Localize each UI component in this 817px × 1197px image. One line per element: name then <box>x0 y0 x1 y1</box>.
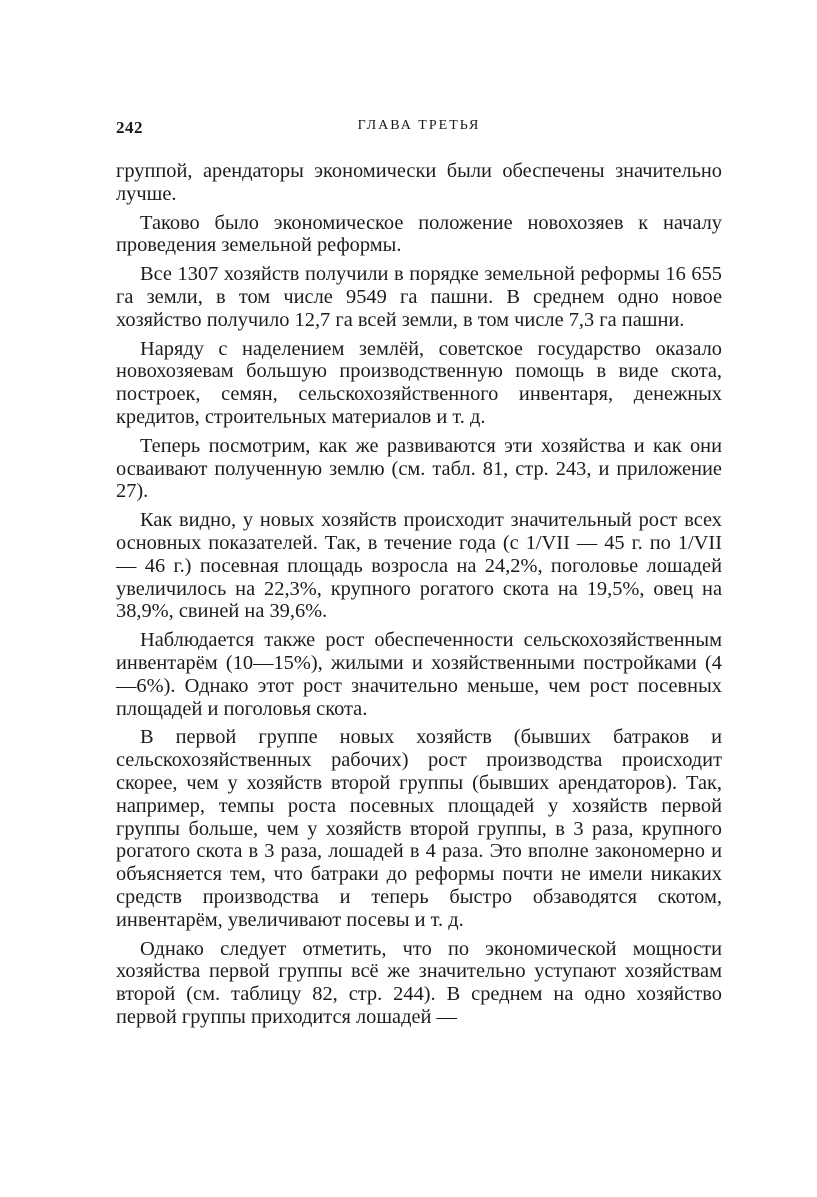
paragraph: Наблюдается также рост обеспеченности сельскохозяйственным инвентарём (10—15%), жилыми и хозяйственными постройками (4—6%). Однако этот рост значительно меньше, чем рост посевных площадей и поголовья скота. <box>116 629 722 720</box>
running-head <box>116 118 722 140</box>
paragraph: Таково было экономическое положение новохозяев к началу проведения земельной реформы. <box>116 211 722 257</box>
paragraph: Однако следует отметить, что по экономической мощности хозяйства первой группы всё же значительно уступают хозяйствам второй (см. таблицу 82, стр. 244). В среднем на одно хозяйство первой группы приходится лошадей — <box>116 937 722 1028</box>
chapter-title: ГЛАВА ТРЕТЬЯ <box>357 118 481 133</box>
page-number: 242 <box>116 118 143 137</box>
paragraph: Все 1307 хозяйств получили в порядке земельной реформы 16 655 га земли, в том числе 9549 га пашни. В среднем одно новое хозяйство получило 12,7 га всей земли, в том числе 7,3 га пашни. <box>116 263 722 331</box>
paragraph: В первой группе новых хозяйств (бывших батраков и сельскохозяйственных рабочих) рост производства происходит скорее, чем у хозяйств второй группы (бывших арендаторов). Так, например, темпы роста посевных площадей у хозяйств первой группы больше, чем у хозяйств второй группы, в 3 раза, крупного рогатого скота в 3 раза, лошадей в 4 раза. Это вполне закономерно и объясняется тем, что батраки до реформы почти не имели никаких средств производства и теперь быстро обзаводятся скотом, инвентарём, увеличивают посевы и т. д. <box>116 726 722 931</box>
paragraph: Как видно, у новых хозяйств происходит значительный рост всех основных показателей. Так, в течение года (с 1/VII — 45 г. по 1/VII — 46 г.) посевная площадь возросла на 24,2%, поголовье лошадей увеличилось на 22,3%, крупного рогатого скота на 19,5%, овец на 38,9%, свиней на 39,6%. <box>116 509 722 623</box>
paragraph: Теперь посмотрим, как же развиваются эти хозяйства и как они осваивают полученную землю (см. табл. 81, стр. 243, и приложение 27). <box>116 434 722 503</box>
body-text <box>116 160 722 1035</box>
paragraph: Наряду с наделением землёй, советское государство оказало новохозяевам большую производственную помощь в виде скота, построек, семян, сельскохозяйственного инвентаря, денежных кредитов, строительных материалов и т. д. <box>116 337 722 428</box>
paragraph: группой, арендаторы экономически были обеспечены значительно лучше. <box>116 160 722 205</box>
